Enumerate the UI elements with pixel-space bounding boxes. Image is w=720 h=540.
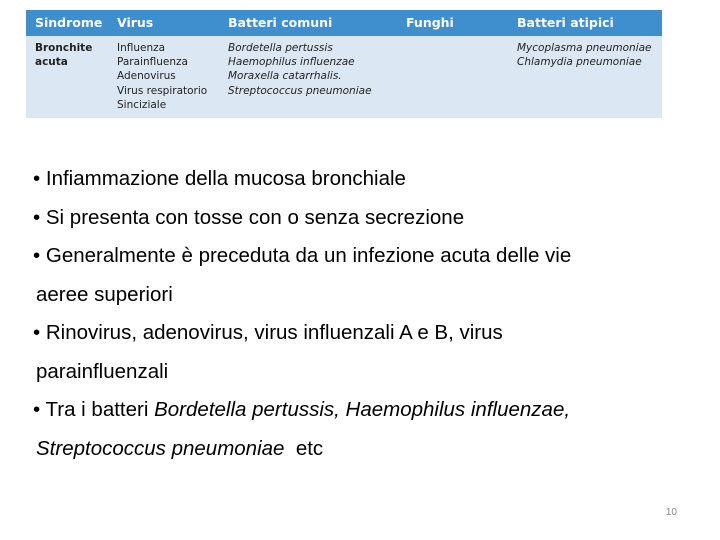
virus-item: Influenza — [117, 42, 166, 54]
virus-item: Sinciziale — [117, 98, 167, 111]
page-number: 10 — [665, 507, 677, 518]
virus-item: Parainfluenza — [117, 56, 188, 69]
cell-virus — [117, 41, 207, 112]
bacteria-item: Moraxella catarrhalis. — [228, 70, 342, 83]
header-batteri-atipici: Batteri atipici — [517, 15, 614, 30]
bullet-viruses-line2: parainfluenzali — [36, 359, 169, 383]
virus-item: Adenovirus — [117, 70, 176, 83]
bullet-bacteria-species: Bordetella pertussis, Haemophilus influenzae, — [154, 398, 571, 421]
bullet-bacteria-prefix: • Tra i batteri — [33, 398, 155, 421]
virus-item: Virus respiratorio — [117, 84, 208, 97]
header-virus: Virus — [117, 15, 154, 30]
syndrome-table — [26, 10, 662, 118]
bullet-bacteria-line1 — [33, 391, 683, 430]
bacteria-item: Haemophilus influenzae — [228, 56, 355, 69]
cell-atypical-bacteria — [517, 41, 652, 69]
bullet-viruses-line1: • Rinovirus, adenovirus, virus influenzali A e B, virus — [33, 321, 503, 344]
header-funghi: Funghi — [406, 15, 454, 30]
cell-syndrome — [35, 41, 92, 69]
bullet-bacteria-line2 — [33, 430, 683, 469]
bullet-preceded-line1: • Generalmente è preceduta da un infezione acuta delle vie — [33, 244, 572, 267]
header-sindrome: Sindrome — [35, 15, 103, 30]
cell-common-bacteria — [228, 41, 372, 98]
bullet-list — [33, 160, 683, 468]
bullet-bacteria-etc: etc — [284, 436, 324, 460]
bullet-preceded-line2: aeree superiori — [36, 282, 173, 306]
atypical-item: Mycoplasma pneumoniae — [517, 42, 652, 54]
syndrome-line: acuta — [35, 56, 68, 69]
table-header-row — [26, 10, 662, 36]
bacteria-item: Streptococcus pneumoniae — [228, 84, 372, 97]
bullet-cough: • Si presenta con tosse con o senza secrezione — [33, 205, 465, 229]
atypical-item: Chlamydia pneumoniae — [517, 56, 642, 69]
syndrome-line: Bronchite — [35, 42, 93, 54]
header-batteri-comuni: Batteri comuni — [228, 15, 333, 30]
bacteria-item: Bordetella pertussis — [228, 42, 333, 54]
bullet-bacteria-species-2: Streptococcus pneumoniae — [36, 436, 285, 460]
bullet-inflammation: • Infiammazione della mucosa bronchiale — [33, 167, 406, 190]
